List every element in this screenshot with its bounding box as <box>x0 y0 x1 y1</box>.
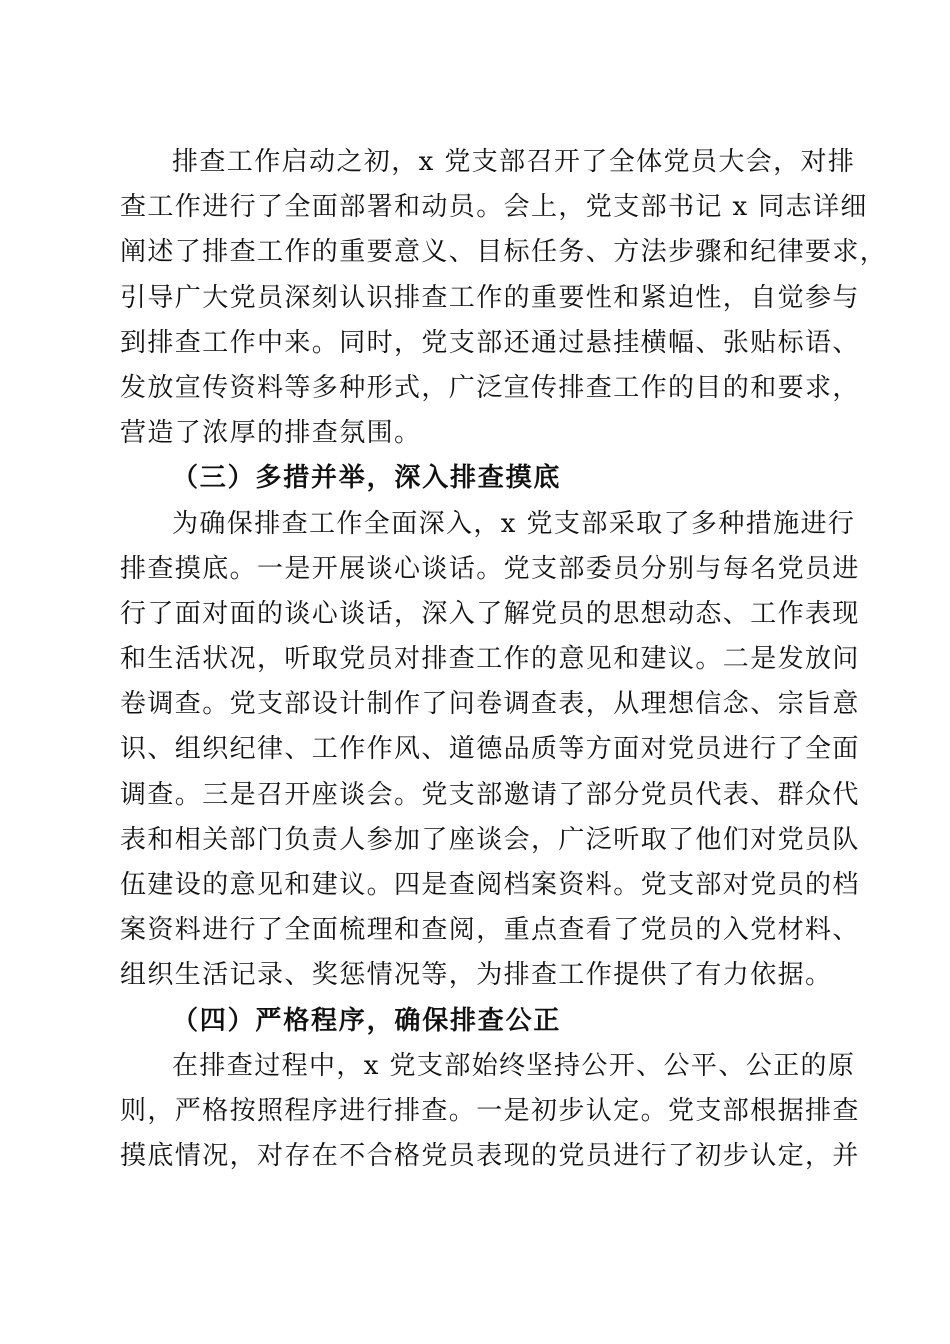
paragraph-line: 引导广大党员深刻认识排查工作的重要性和紧迫性，自觉参与 <box>120 282 860 313</box>
paragraph-line: 伍建设的意见和建议。四是查阅档案资料。党支部对党员的档 <box>120 870 860 900</box>
paragraph-line: 排查摸底。一是开展谈心谈话。党支部委员分别与每名党员进 <box>120 553 860 584</box>
section-heading: （三）多措并举，深入排查摸底 <box>172 463 562 494</box>
paragraph-line: 摸底情况，对存在不合格党员表现的党员进行了初步认定，并 <box>120 1141 860 1172</box>
paragraph-line: 为确保排查工作全面深入，x 党支部采取了多种措施进行 <box>172 508 856 539</box>
section-heading: （四）严格程序，确保排查公正 <box>172 1005 562 1036</box>
paragraph-line: 调查。三是召开座谈会。党支部邀请了部分党员代表、群众代 <box>120 779 860 810</box>
paragraph-line: 到排查工作中来。同时，党支部还通过悬挂横幅、张贴标语、 <box>120 327 860 358</box>
paragraph-line: 查工作进行了全面部署和动员。会上，党支部书记 x 同志详细 <box>120 192 868 223</box>
paragraph-line: 和生活状况，听取党员对排查工作的意见和建议。二是发放问 <box>120 644 860 675</box>
document-body <box>120 140 888 1179</box>
paragraph-line: 营造了浓厚的排查氛围。 <box>120 418 422 449</box>
paragraph-line: 发放宣传资料等多种形式，广泛宣传排查工作的目的和要求， <box>120 372 860 403</box>
paragraph-line: 则，严格按照程序进行排查。一是初步认定。党支部根据排查 <box>120 1095 860 1126</box>
paragraph-line: 阐述了排查工作的重要意义、目标任务、方法步骤和纪律要求， <box>120 237 888 268</box>
paragraph-line: 案资料进行了全面梳理和查阅，重点查看了党员的入党材料、 <box>120 915 860 946</box>
paragraph-line: 行了面对面的谈心谈话，深入了解党员的思想动态、工作表现 <box>120 598 860 629</box>
paragraph-line: 表和相关部门负责人参加了座谈会，广泛听取了他们对党员队 <box>120 824 860 855</box>
paragraph-line: 组织生活记录、奖惩情况等，为排查工作提供了有力依据。 <box>120 960 833 991</box>
paragraph-line: 卷调查。党支部设计制作了问卷调查表，从理想信念、宗旨意 <box>120 689 860 720</box>
paragraph-line: 识、组织纪律、工作作风、道德品质等方面对党员进行了全面 <box>120 734 860 765</box>
paragraph-line: 排查工作启动之初，x 党支部召开了全体党员大会，对排 <box>172 147 856 177</box>
paragraph-line: 在排查过程中，x 党支部始终坚持公开、公平、公正的原 <box>172 1050 856 1081</box>
